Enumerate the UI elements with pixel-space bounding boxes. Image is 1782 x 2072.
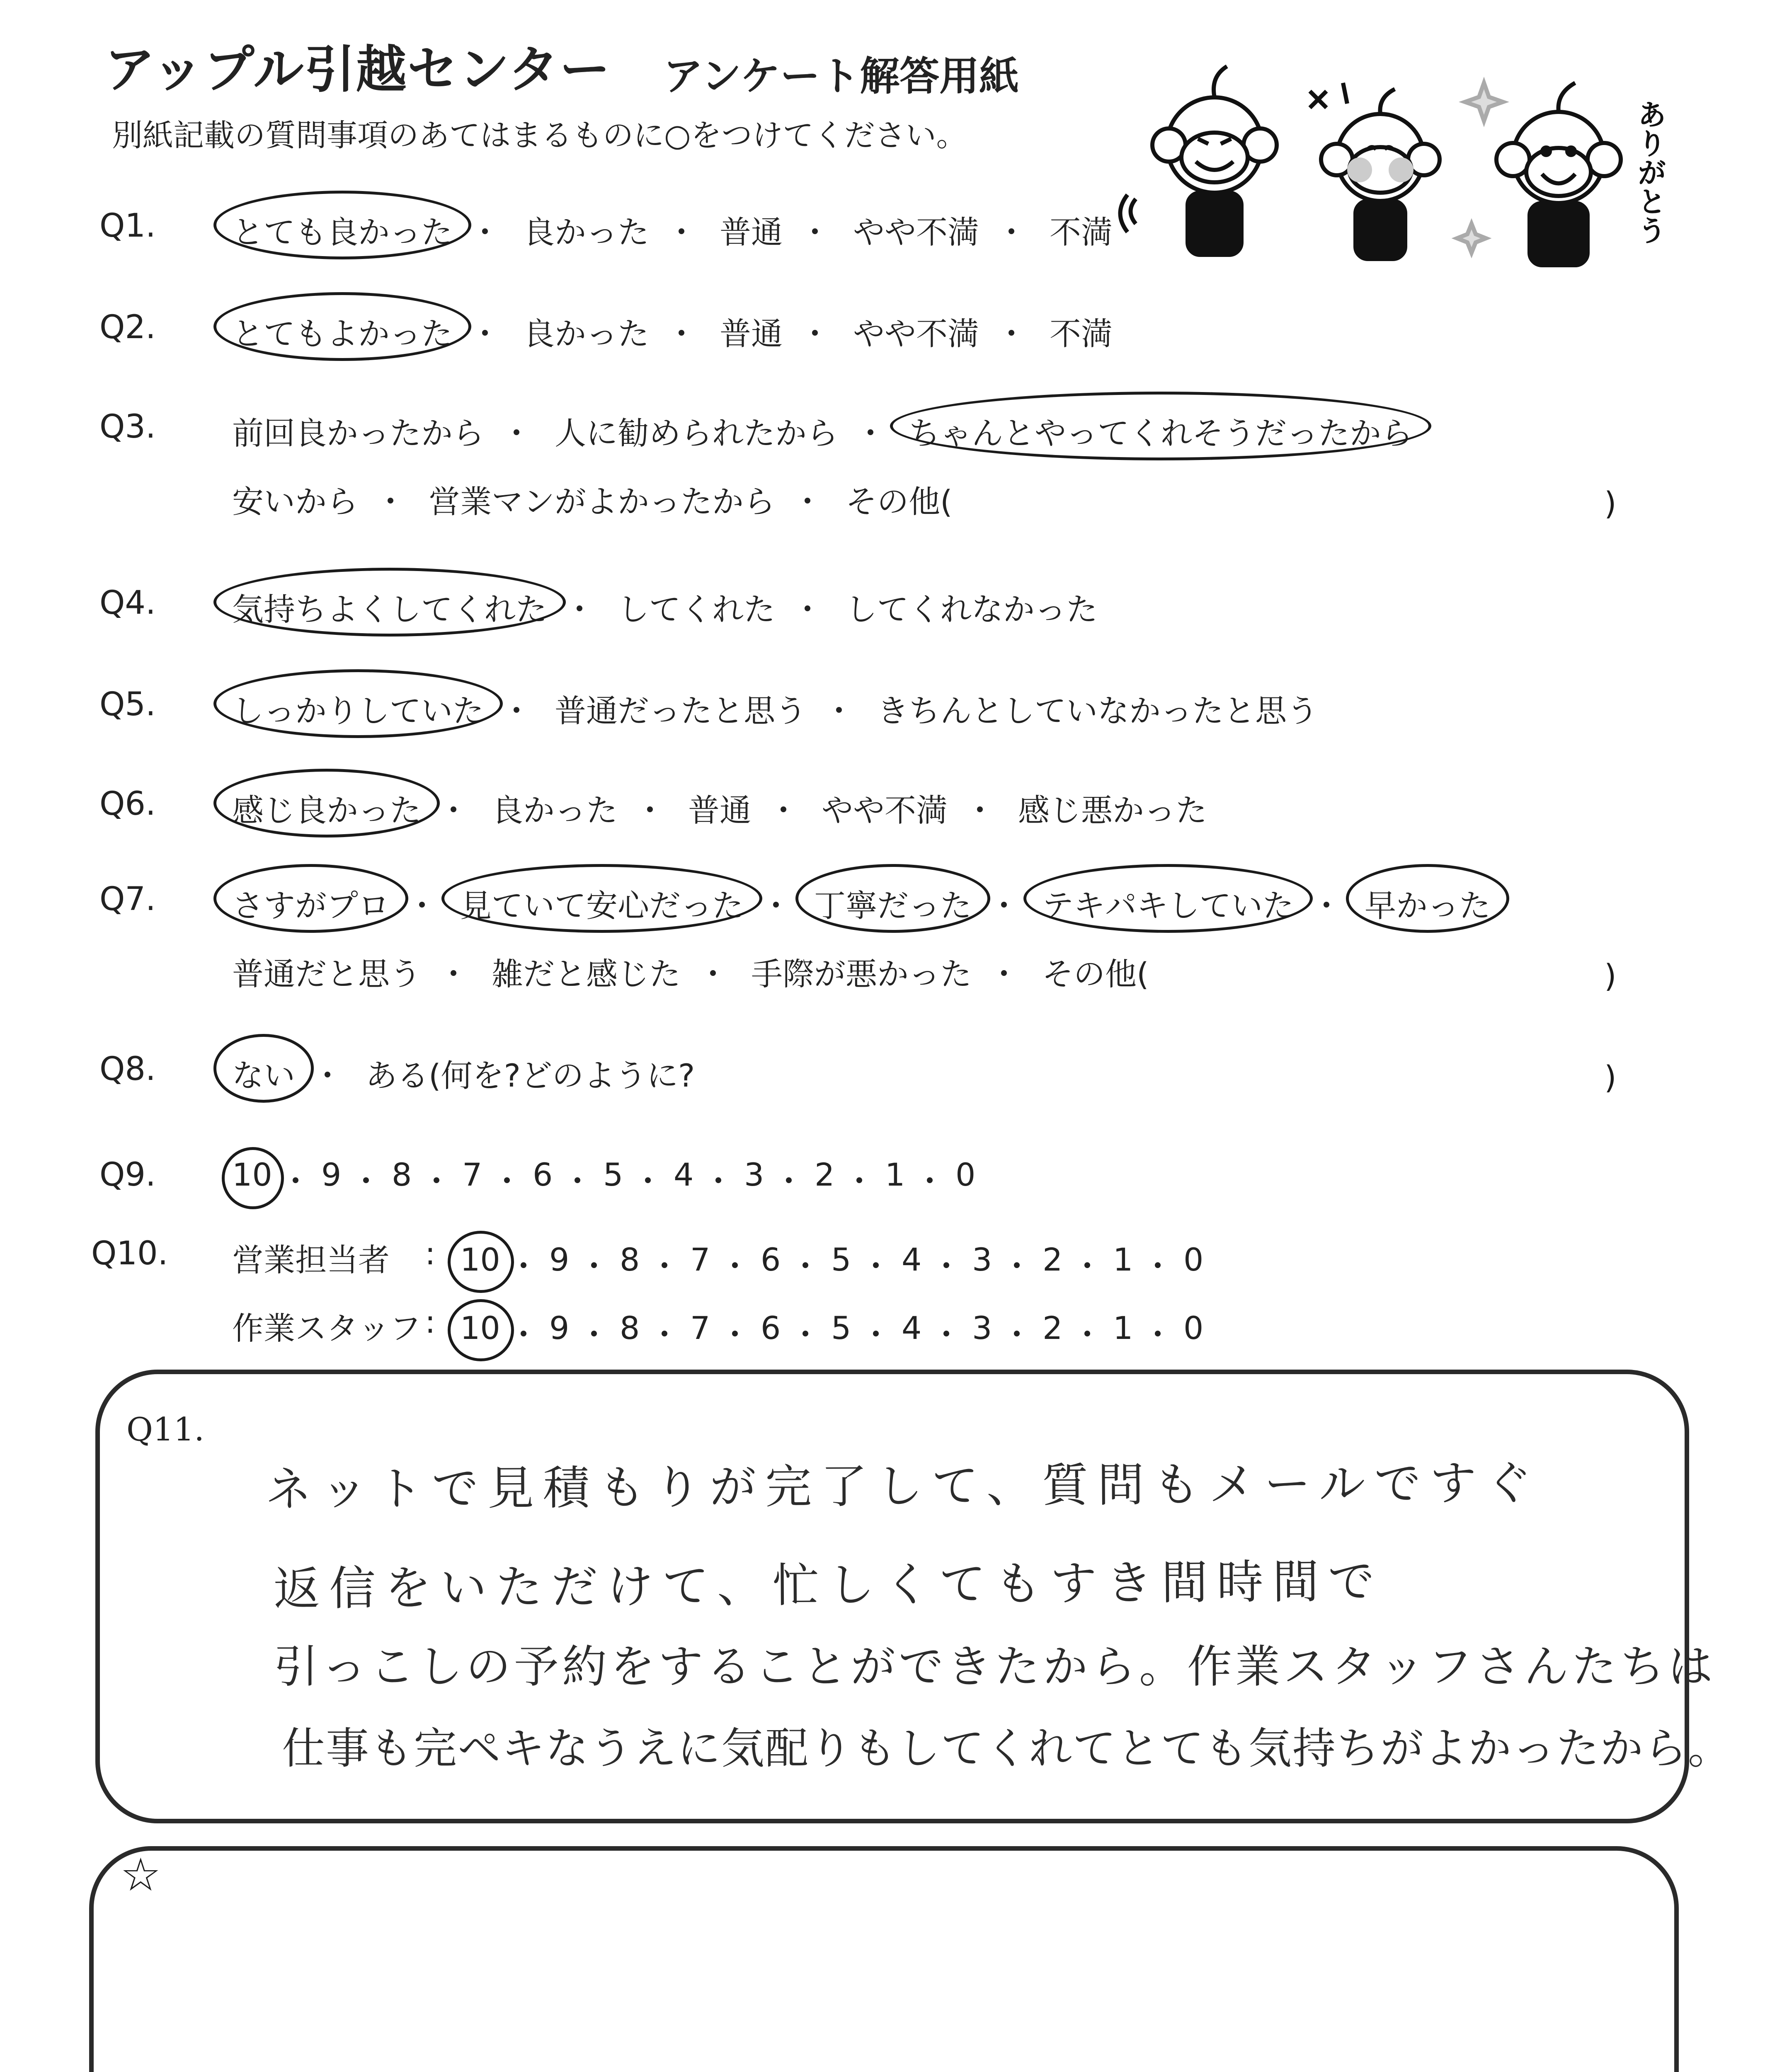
q9-score-4: 4 <box>674 1156 694 1193</box>
q3-separator-row2-1: ・ <box>375 483 406 520</box>
q9-number: Q9. <box>99 1156 156 1193</box>
star-icon: ☆ <box>120 1848 161 1901</box>
q6-option-5: 感じ悪かった <box>1018 792 1207 829</box>
q10-row-2-score-9: 9 <box>549 1310 570 1346</box>
q1-option-2: 良かった <box>523 214 649 251</box>
q2-option-3: 普通 <box>720 315 783 352</box>
q7-separator-row2-2: ・ <box>697 956 729 992</box>
q8-number: Q8. <box>99 1051 156 1088</box>
q10-row-2-separator-10: ・ <box>1142 1316 1173 1353</box>
q1-separator-1: ・ <box>469 214 501 251</box>
thanks-text: ありがとう <box>1633 99 1667 244</box>
q9-separator-5: ・ <box>562 1163 593 1200</box>
q5-option-1: しっかりしていた <box>232 692 484 729</box>
q10-row-2-score-3: 3 <box>972 1310 992 1346</box>
q7-closing-paren: ) <box>1604 957 1617 994</box>
q10-row-2-score-10: 10 <box>460 1310 500 1346</box>
q7-option-row2-4: その他( <box>1042 956 1149 992</box>
q10-row-1-score-2: 2 <box>1043 1241 1063 1278</box>
q2-option-4: やや不満 <box>853 315 979 352</box>
q2-separator-3: ・ <box>799 315 831 352</box>
q9-separator-9: ・ <box>844 1163 875 1200</box>
q4-number: Q4. <box>99 584 156 622</box>
q7-separator-row2-1: ・ <box>438 956 469 992</box>
q9-score-10: 10 <box>232 1156 272 1193</box>
q7-option-row2-3: 手際が悪かった <box>751 956 972 992</box>
q6-option-1: 感じ良かった <box>232 792 421 829</box>
q10-row-2-score-4: 4 <box>902 1310 922 1346</box>
q7-separator-4: ・ <box>1311 887 1342 924</box>
q7-option-2: 見ていて安心だった <box>460 887 744 924</box>
q10-row-1-score-9: 9 <box>549 1241 570 1278</box>
instruction-text: 別紙記載の質問事項のあてはまるものに○をつけてください。 <box>112 118 967 153</box>
q10-row-2-colon: : <box>425 1303 436 1340</box>
q10-row-1-separator-1: ・ <box>508 1248 539 1285</box>
q9-score-8: 8 <box>392 1156 412 1193</box>
monkey-mascots-illustration <box>1111 50 1691 282</box>
q9-separator-1: ・ <box>280 1163 311 1200</box>
q6-separator-1: ・ <box>438 792 469 829</box>
q9-separator-10: ・ <box>914 1163 946 1200</box>
q10-row-1-selected-circle <box>448 1231 514 1293</box>
q10-row-1-score-7: 7 <box>690 1241 710 1278</box>
q8-closing-paren: ) <box>1604 1059 1617 1096</box>
q5-option-2: 普通だったと思う <box>555 692 807 729</box>
q3-option-row2-2: 営業マンがよかったから <box>429 483 775 520</box>
q3-separator-1: ・ <box>501 415 532 452</box>
q10-row-1-separator-6: ・ <box>860 1248 892 1285</box>
q10-row-1-score-3: 3 <box>972 1241 992 1278</box>
q7-separator-1: ・ <box>406 887 438 924</box>
q8-option-2: ある(何を?どのように? <box>366 1057 695 1094</box>
q1-option-3: 普通 <box>720 214 783 251</box>
q10-row-2-separator-5: ・ <box>790 1316 821 1353</box>
q9-separator-3: ・ <box>421 1163 452 1200</box>
q9-score-5: 5 <box>603 1156 623 1193</box>
q9-separator-6: ・ <box>632 1163 664 1200</box>
q5-selected-circle-1 <box>213 669 503 738</box>
q10-row-2-score-6: 6 <box>761 1310 781 1346</box>
q5-separator-1: ・ <box>501 692 532 729</box>
q7-selected-circle-3 <box>795 864 990 933</box>
q10-row-2-separator-4: ・ <box>719 1316 751 1353</box>
form-subtitle: アンケート解答用紙 <box>663 53 1019 99</box>
q11-handwriting-line-2: 返信をいただけて、忙しくてもすき間時間で <box>273 1554 1384 1616</box>
q10-row-2-separator-2: ・ <box>578 1316 610 1353</box>
q10-row-1-separator-5: ・ <box>790 1248 821 1285</box>
q11-handwriting-line-3: 引っこしの予約をすることができたから。作業スタッフさんたちは <box>274 1641 1717 1693</box>
q10-row-2-score-0: 0 <box>1183 1310 1204 1346</box>
q7-separator-3: ・ <box>988 887 1020 924</box>
q8-selected-circle-1 <box>213 1034 314 1103</box>
q4-separator-1: ・ <box>564 591 595 628</box>
q10-row-1-score-4: 4 <box>902 1241 922 1278</box>
q10-row-1-score-0: 0 <box>1183 1241 1204 1278</box>
q9-selected-circle <box>222 1147 284 1209</box>
q9-score-2: 2 <box>815 1156 835 1193</box>
q6-option-2: 良かった <box>492 792 618 829</box>
q10-row-2-score-2: 2 <box>1043 1310 1063 1346</box>
q7-separator-row2-3: ・ <box>988 956 1020 992</box>
q3-separator-row2-2: ・ <box>792 483 823 520</box>
q1-option-1: とても良かった <box>232 214 453 251</box>
q10-row-2-separator-7: ・ <box>931 1316 962 1353</box>
q10-row-2-label: 作業スタッフ <box>232 1310 421 1347</box>
q1-number: Q1. <box>99 207 156 244</box>
q4-option-3: してくれなかった <box>846 591 1098 628</box>
q10-row-1-separator-3: ・ <box>649 1248 680 1285</box>
q10-row-1-separator-9: ・ <box>1072 1248 1103 1285</box>
q2-option-5: 不満 <box>1050 315 1113 352</box>
q7-option-4: テキパキしていた <box>1042 887 1294 924</box>
q7-selected-circle-1 <box>213 864 408 933</box>
q1-separator-3: ・ <box>799 214 831 251</box>
q10-row-1-label: 営業担当者 <box>232 1242 390 1278</box>
q2-separator-2: ・ <box>666 315 697 352</box>
q10-row-1-score-1: 1 <box>1113 1241 1133 1278</box>
q4-option-1: 気持ちよくしてくれた <box>232 591 547 628</box>
q9-score-9: 9 <box>321 1156 342 1193</box>
q9-separator-4: ・ <box>491 1163 523 1200</box>
q2-option-2: 良かった <box>523 315 649 352</box>
q9-separator-2: ・ <box>350 1163 382 1200</box>
q5-number: Q5. <box>99 686 156 723</box>
q9-score-3: 3 <box>744 1156 764 1193</box>
q9-score-6: 6 <box>533 1156 553 1193</box>
q2-selected-circle-1 <box>213 292 471 361</box>
q7-selected-circle-5 <box>1346 864 1509 933</box>
q9-score-0: 0 <box>955 1156 976 1193</box>
company-title: アップル引越センター <box>104 40 611 99</box>
q9-separator-8: ・ <box>773 1163 805 1200</box>
q1-selected-circle-1 <box>213 191 471 259</box>
q10-row-2-score-8: 8 <box>620 1310 640 1346</box>
q10-row-1-score-10: 10 <box>460 1241 500 1278</box>
q10-row-1-separator-8: ・ <box>1001 1248 1033 1285</box>
q1-separator-4: ・ <box>996 214 1027 251</box>
q10-row-2-score-5: 5 <box>831 1310 851 1346</box>
q10-row-2-selected-circle <box>448 1299 514 1361</box>
q3-option-1: 前回良かったから <box>232 415 484 452</box>
q6-selected-circle-1 <box>213 769 440 838</box>
q3-option-row2-1: 安いから <box>232 483 358 520</box>
q11-label: Q11. <box>126 1411 204 1448</box>
q2-number: Q2. <box>99 309 156 346</box>
q6-option-4: やや不満 <box>822 792 948 829</box>
q9-score-7: 7 <box>462 1156 482 1193</box>
q10-row-1-score-6: 6 <box>761 1241 781 1278</box>
q3-closing-paren: ) <box>1604 485 1617 522</box>
q10-row-1-separator-7: ・ <box>931 1248 962 1285</box>
q2-option-1: とてもよかった <box>232 315 453 352</box>
q7-option-row2-1: 普通だと思う <box>232 956 421 992</box>
q3-number: Q3. <box>99 408 156 445</box>
free-comment-box <box>89 1846 1679 2072</box>
q6-option-3: 普通 <box>688 792 751 829</box>
q8-option-1: ない <box>232 1057 295 1094</box>
q10-row-2-separator-3: ・ <box>649 1316 680 1353</box>
q4-separator-2: ・ <box>792 591 823 628</box>
q3-separator-2: ・ <box>855 415 886 452</box>
q5-option-3: きちんとしていなかったと思う <box>877 692 1318 729</box>
q7-option-3: 丁寧だった <box>814 887 972 924</box>
q11-handwriting-line-1: ネットで見積もりが完了して、質問もメールですぐ <box>265 1456 1541 1517</box>
q10-row-2-separator-9: ・ <box>1072 1316 1103 1353</box>
q6-separator-4: ・ <box>964 792 996 829</box>
q7-selected-circle-4 <box>1023 864 1313 933</box>
q10-row-1-separator-2: ・ <box>578 1248 610 1285</box>
q2-separator-4: ・ <box>996 315 1027 352</box>
q10-row-1-separator-4: ・ <box>719 1248 751 1285</box>
q4-selected-circle-1 <box>213 568 566 637</box>
q3-option-3: ちゃんとやってくれそうだったから <box>909 415 1413 452</box>
q7-option-row2-2: 雑だと感じた <box>492 956 681 992</box>
q10-row-1-score-5: 5 <box>831 1241 851 1278</box>
q1-separator-2: ・ <box>666 214 697 251</box>
q6-number: Q6. <box>99 785 156 823</box>
q6-separator-2: ・ <box>634 792 666 829</box>
q10-row-2-separator-1: ・ <box>508 1316 539 1353</box>
q11-handwriting-line-4: 仕事も完ペキなうえに気配りもしてくれてとても気持ちがよかったから。 <box>282 1723 1732 1774</box>
q3-option-row2-3: その他( <box>846 483 953 520</box>
q10-row-2-separator-6: ・ <box>860 1316 892 1353</box>
q7-number: Q7. <box>99 881 156 918</box>
q10-number: Q10. <box>91 1235 168 1272</box>
q10-row-1-separator-10: ・ <box>1142 1248 1173 1285</box>
q7-separator-2: ・ <box>760 887 792 924</box>
q10-row-2-separator-8: ・ <box>1001 1316 1033 1353</box>
q10-row-2-score-1: 1 <box>1113 1310 1133 1346</box>
q9-score-1: 1 <box>885 1156 905 1193</box>
q3-selected-circle-3 <box>890 392 1431 460</box>
q10-row-1-score-8: 8 <box>620 1241 640 1278</box>
q1-option-4: やや不満 <box>853 214 979 251</box>
q10-row-2-score-7: 7 <box>690 1310 710 1346</box>
q10-row-1-colon: : <box>425 1235 436 1272</box>
q5-separator-2: ・ <box>823 692 855 729</box>
q1-option-5: 不満 <box>1050 214 1113 251</box>
q7-option-1: さすがプロ <box>232 887 390 924</box>
q2-separator-1: ・ <box>469 315 501 352</box>
q7-selected-circle-2 <box>441 864 762 933</box>
q8-separator-1: ・ <box>312 1057 343 1094</box>
q9-separator-7: ・ <box>703 1163 734 1200</box>
q7-option-5: 早かった <box>1365 887 1491 924</box>
q6-separator-3: ・ <box>768 792 799 829</box>
q3-option-2: 人に勧められたから <box>555 415 838 452</box>
q4-option-2: してくれた <box>618 591 775 628</box>
